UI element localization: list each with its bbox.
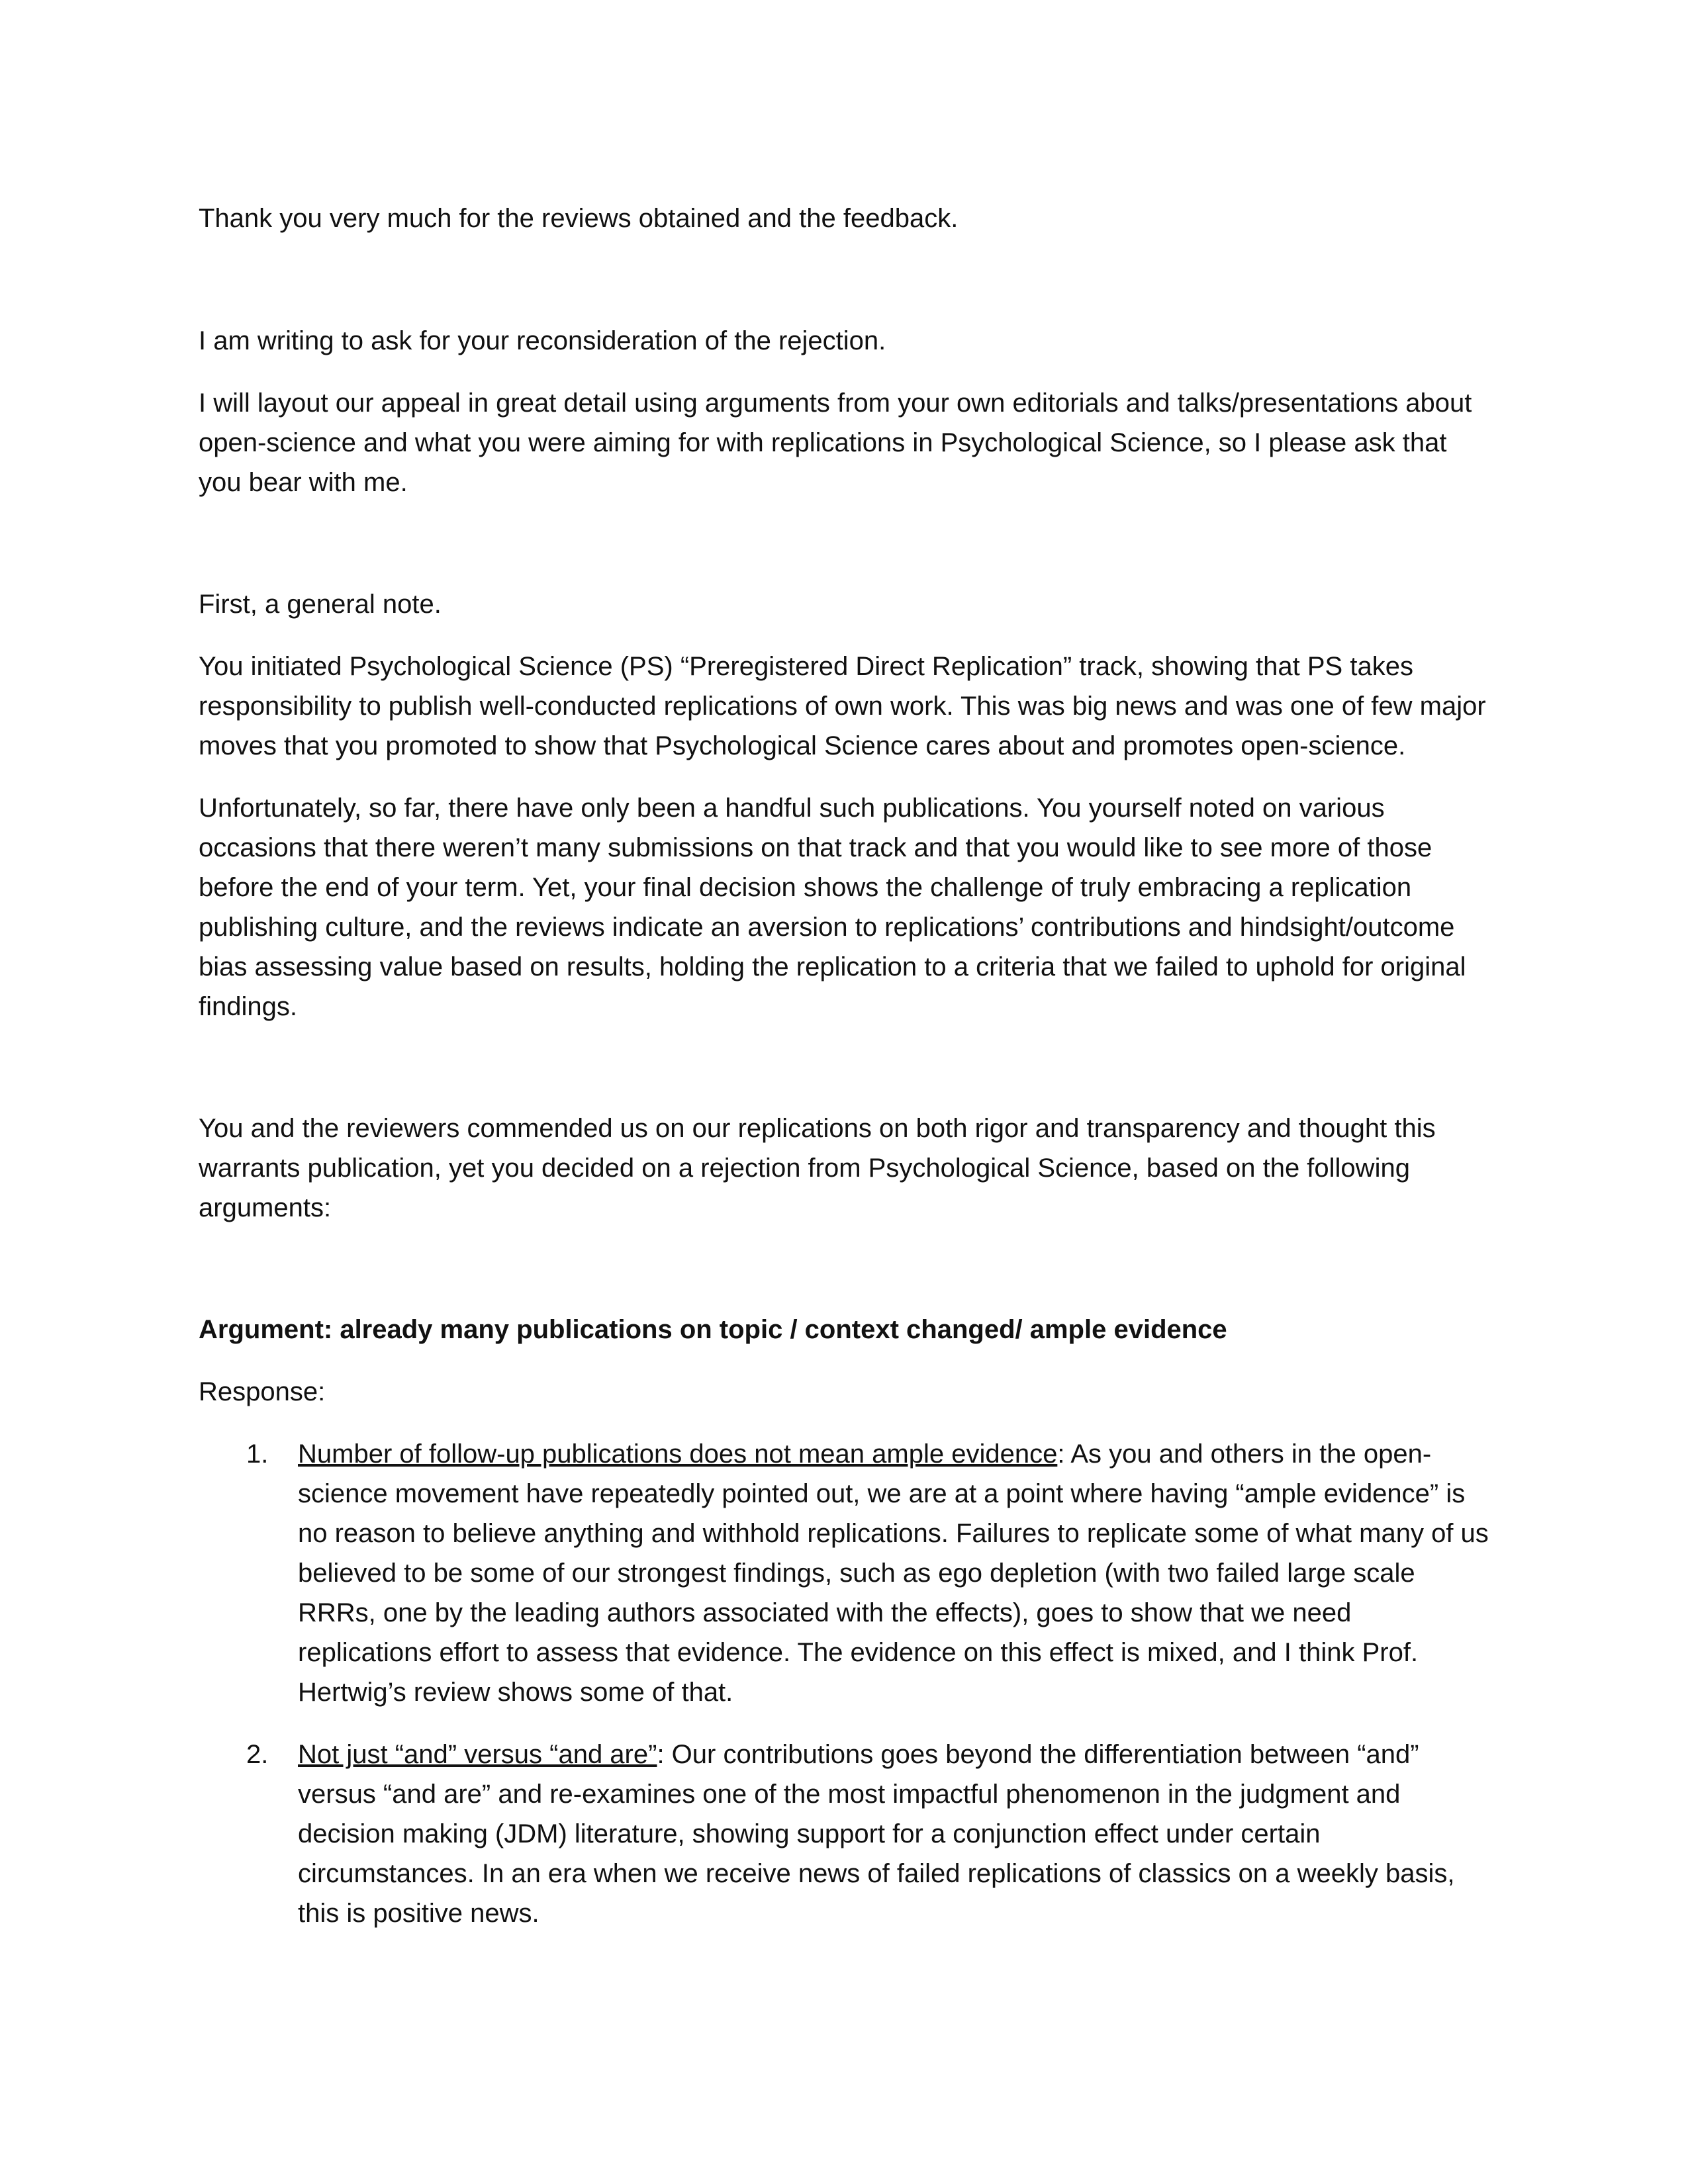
list-item-number: 1.: [246, 1439, 269, 1469]
response-list: [199, 1434, 1489, 1933]
response-label: Response:: [199, 1377, 326, 1406]
list-item: [199, 1735, 1489, 1933]
paragraph-initiated: You initiated Psychological Science (PS) “Preregistered Direct Replication” track, showing that PS takes responsibility to publish well-conducted replications of own work. This was big news and was one of few major moves that you promoted to show that Psychological Science cares about and promotes open-science.: [199, 652, 1486, 760]
paragraph-unfortunately: Unfortunately, so far, there have only been a handful such publications. You yourself noted on various occasions that there weren’t many submissions on that track and that you would like to see more of those before the end of your term. Yet, your final decision shows the challenge of truly embracing a replication publishing culture, and the reviews indicate an aversion to replications’ contributions and hindsight/outcome bias assessing value based on results, holding the replication to a criteria that we failed to uphold for original findings.: [199, 794, 1466, 1021]
paragraph-writing: I am writing to ask for your reconsideration of the rejection.: [199, 326, 886, 355]
list-item-number: 2.: [246, 1740, 269, 1769]
list-item-body: : Our contributions goes beyond the differentiation between “and” versus “and are” and re-examines one of the most impactful phenomenon in the judgment and decision making (JDM) literature, showing support for a conjunction effect under certain circumstances. In an era when we receive news of failed replications of classics on a weekly basis, this is positive news.: [298, 1740, 1455, 1928]
paragraph-general-note: First, a general note.: [199, 590, 442, 619]
letter-body: [199, 199, 1489, 1956]
list-item-title: Number of follow-up publications does not mean ample evidence: [298, 1439, 1058, 1469]
list-item: [199, 1434, 1489, 1712]
paragraph-commended: You and the reviewers commended us on our replications on both rigor and transparency and thought this warrants publication, yet you decided on a rejection from Psychological Science, based on the following arguments:: [199, 1114, 1436, 1222]
list-item-body: : As you and others in the open-science movement have repeatedly pointed out, we are at a point where having “ample evidence” is no reason to believe anything and withhold replications. Failures to replicate some of what many of us believed to be some of our strongest findings, such as ego depletion (with two failed large scale RRRs, one by the leading authors associated with the effects), goes to show that we need replications effort to assess that evidence. The evidence on this effect is mixed, and I think Prof. Hertwig’s review shows some of that.: [298, 1439, 1489, 1707]
argument-heading: Argument: already many publications on topic / context changed/ ample evidence: [199, 1315, 1227, 1344]
list-item-title: Not just “and” versus “and are”: [298, 1740, 657, 1769]
paragraph-thanks: Thank you very much for the reviews obtained and the feedback.: [199, 204, 959, 233]
paragraph-layout: I will layout our appeal in great detail using arguments from your own editorials and talks/presentations about open-science and what you were aiming for with replications in Psychological Science, so I please ask that you bear with me.: [199, 388, 1472, 497]
